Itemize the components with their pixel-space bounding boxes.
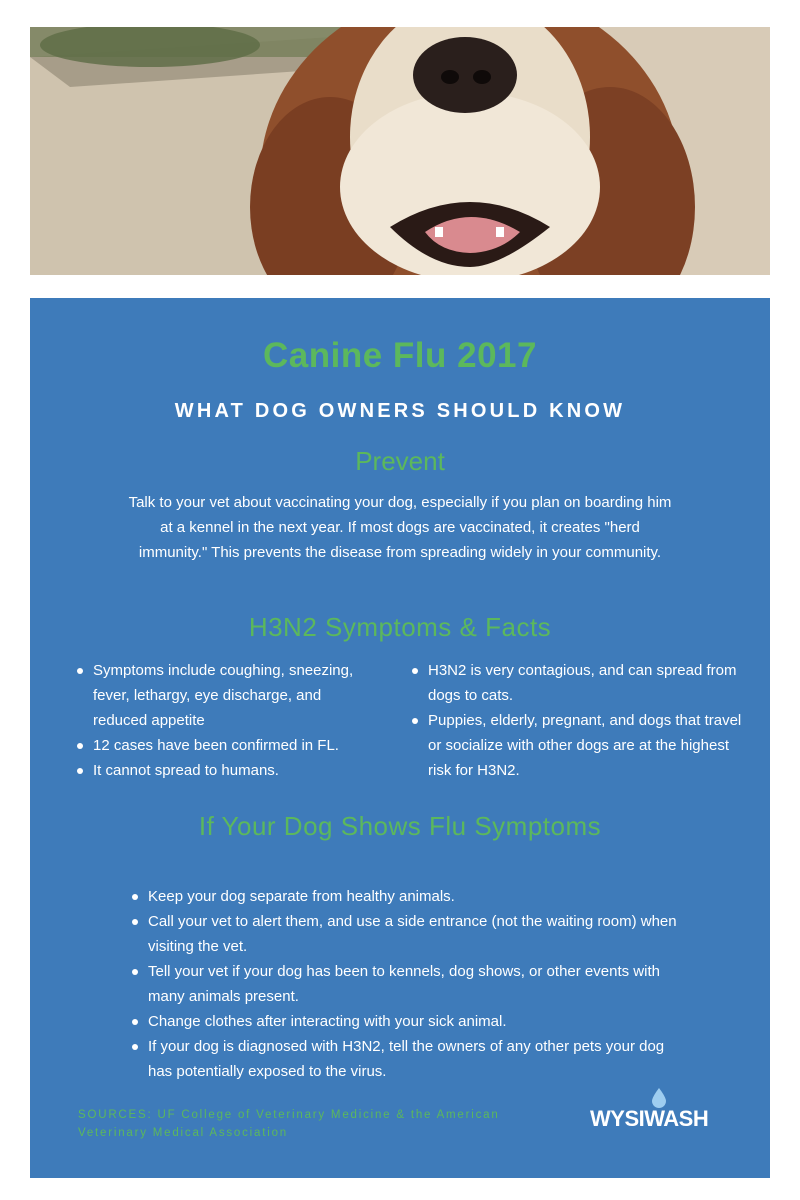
if-symptoms-list	[130, 884, 690, 1084]
list-item: Call your vet to alert them, and use a side entrance (not the waiting room) when visiting the vet.	[130, 909, 690, 959]
prevent-text: Talk to your vet about vaccinating your dog, especially if you plan on boarding him at a kennel in the next year. If most dogs are vaccinated, it creates "herd immunity." This prevents the disease from spreading widely in your community.	[128, 494, 672, 561]
list-item: Tell your vet if your dog has been to kennels, dog shows, or other events with many animals present.	[130, 959, 690, 1009]
page-subtitle: WHAT DOG OWNERS SHOULD KNOW	[174, 400, 626, 422]
wysiwash-logo	[590, 1088, 720, 1138]
list-item: Keep your dog separate from healthy animals.	[130, 884, 690, 909]
dog-photo	[30, 27, 770, 275]
list-item: Change clothes after interacting with your sick animal.	[130, 1009, 690, 1034]
water-drop-icon	[652, 1088, 666, 1108]
page-title: Canine Flu 2017	[263, 336, 537, 375]
sources-text: SOURCES: UF College of Veterinary Medicine & the American Veterinary Medical Association	[78, 1109, 500, 1139]
prevent-heading: Prevent	[355, 446, 445, 476]
list-item: 12 cases have been confirmed in FL.	[75, 733, 375, 758]
symptoms-heading: H3N2 Symptoms & Facts	[248, 612, 552, 642]
symptoms-right-list	[410, 658, 750, 783]
list-item: H3N2 is very contagious, and can spread from dogs to cats.	[410, 658, 750, 708]
list-item: It cannot spread to humans.	[75, 758, 375, 783]
dog-photo-illustration	[30, 27, 770, 275]
if-symptoms-heading: If Your Dog Shows Flu Symptoms	[198, 811, 602, 841]
logo-text: WYSIWASH	[590, 1106, 709, 1131]
list-item: Symptoms include coughing, sneezing, fever, lethargy, eye discharge, and reduced appetite	[75, 658, 375, 733]
info-panel	[30, 298, 770, 1178]
list-item: If your dog is diagnosed with H3N2, tell the owners of any other pets your dog has potentially exposed to the virus.	[130, 1034, 690, 1084]
symptoms-left-list	[75, 658, 375, 783]
list-item: Puppies, elderly, pregnant, and dogs that travel or socialize with other dogs are at the highest risk for H3N2.	[410, 708, 750, 783]
